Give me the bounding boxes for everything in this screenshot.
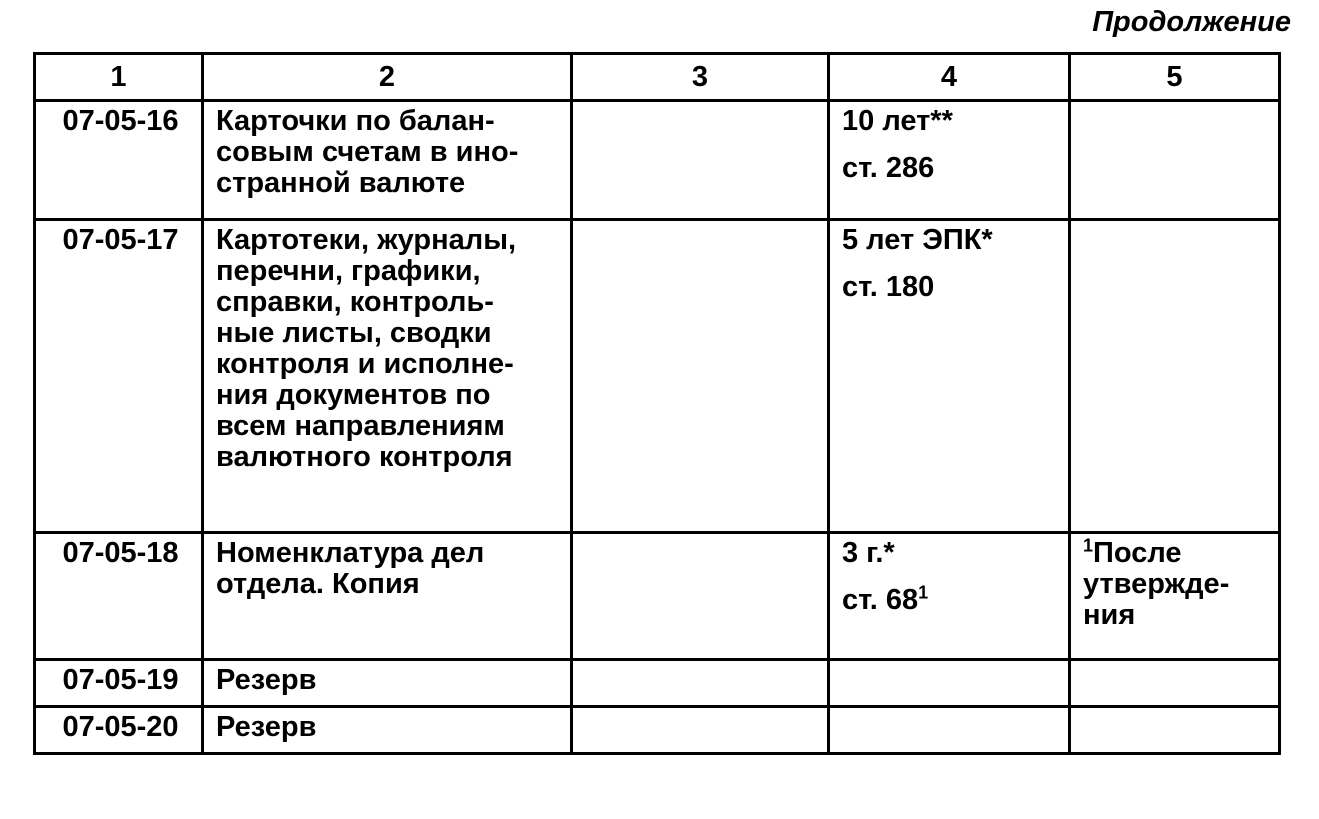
- table-row: [35, 660, 1280, 707]
- row-col3: [572, 660, 829, 707]
- retention-period: 5 лет ЭПК*: [842, 224, 993, 256]
- retention-period: 10 лет**: [842, 105, 953, 137]
- footnote-mark: 1: [1083, 535, 1094, 556]
- row-code: 07-05-18: [35, 533, 203, 660]
- row-code: 07-05-16: [35, 101, 203, 220]
- column-header-3: 3: [572, 54, 829, 101]
- row-note: [1070, 660, 1280, 707]
- records-table: [33, 52, 1281, 755]
- column-header-2: 2: [203, 54, 572, 101]
- row-description: Карточки по балан- совым счетам в ино- странной валюте: [203, 101, 572, 220]
- table-row: [35, 533, 1280, 660]
- row-note: [1070, 220, 1280, 533]
- column-header-5: 5: [1070, 54, 1280, 101]
- row-retention-term: [829, 707, 1070, 754]
- row-note: [1070, 707, 1280, 754]
- row-retention-term: [829, 220, 1070, 533]
- column-header-4: 4: [829, 54, 1070, 101]
- column-number-row: [35, 54, 1280, 101]
- row-retention-term: [829, 101, 1070, 220]
- row-col3: [572, 533, 829, 660]
- row-note: $^1$После утвержде- ния: [1070, 533, 1280, 660]
- row-note: [1070, 101, 1280, 220]
- retention-article: ст. 180: [842, 271, 935, 303]
- row-retention-term: [829, 533, 1070, 660]
- table-row: [35, 101, 1280, 220]
- retention-article: ст. 286: [842, 152, 935, 184]
- row-code: 07-05-17: [35, 220, 203, 533]
- row-col3: [572, 707, 829, 754]
- footnote-mark: 1: [918, 582, 929, 603]
- table-row: [35, 220, 1280, 533]
- column-header-1: 1: [35, 54, 203, 101]
- table-row: [35, 707, 1280, 754]
- row-col3: [572, 101, 829, 220]
- row-description: Резерв: [203, 660, 572, 707]
- row-col3: [572, 220, 829, 533]
- retention-period: 3 г.*: [842, 537, 895, 569]
- row-code: 07-05-19: [35, 660, 203, 707]
- retention-article: ст. $68^1$: [842, 582, 929, 616]
- row-description: Картотеки, журналы, перечни, графики, справки, контроль- ные листы, сводки контроля и исполне- ния документов по всем направлениям валютного контроля: [203, 220, 572, 533]
- row-code: 07-05-20: [35, 707, 203, 754]
- row-description: Номенклатура дел отдела. Копия: [203, 533, 572, 660]
- row-retention-term: [829, 660, 1070, 707]
- row-description: Резерв: [203, 707, 572, 754]
- continuation-label: Продолжение: [1092, 6, 1291, 38]
